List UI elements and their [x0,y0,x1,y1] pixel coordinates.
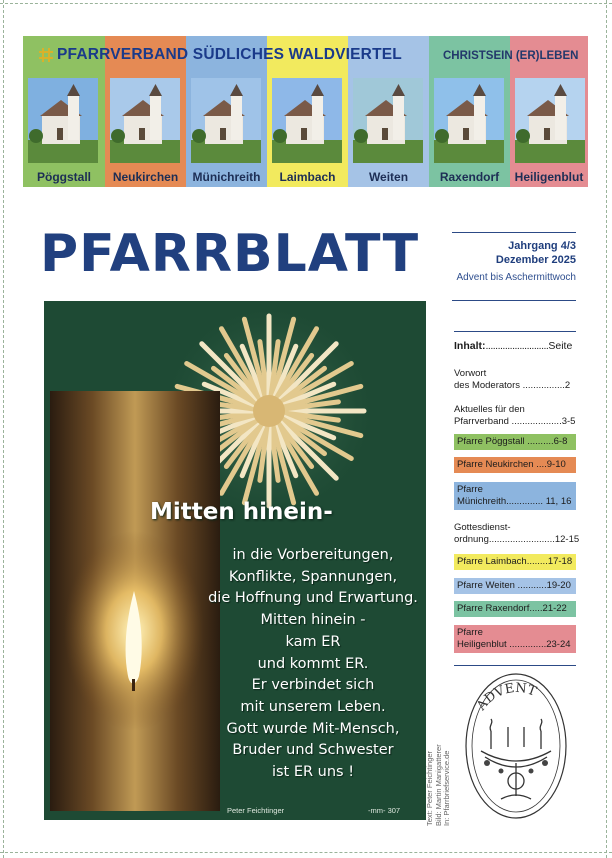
toc-entry-label: Pfarre Raxendorf.....21-22 [457,603,567,614]
parish-name: Heiligenblut [514,170,584,184]
toc-entry [454,457,576,473]
advent-emblem [461,671,571,821]
poem-line: in die Vorbereitungen, [232,547,394,563]
credit-line: Bild: Martin Manigatterer [433,744,443,826]
toc-entry-label: Pfarre Weiten ...........19-20 [457,580,571,591]
issue-period: Advent bis Aschermittwoch [456,272,576,283]
church-photo [28,78,98,163]
toc-entry-label: Heiligenblut ..............23-24 [457,639,571,650]
parish-header [23,36,588,187]
toc-entry-label: Aktuelles für den [454,404,525,415]
poem-line: Er verbindet sich [251,677,375,694]
toc-entry-label: Vorwort [454,368,487,379]
church-photo [110,78,180,163]
pfarrblatt-title: PFARRBLATT [40,224,420,284]
grid-logo-icon [39,48,53,62]
toc-heading: Inhalt:..........................Seite [454,340,573,352]
page-border-bottom [0,852,612,853]
toc-entry-label: Pfarre [457,484,483,495]
poem-line: ist ER uns ! [271,764,355,781]
church-photo [434,78,504,163]
toc-entry [454,366,576,394]
cover-poem [204,545,422,784]
toc-entry-label: Münichreith.............. 11, 16 [457,496,572,507]
poem-line: mit unserem Leben. [240,698,386,715]
parish-name: Raxendorf [439,170,500,184]
toc-entry-label: Pfarrverband ...................3-5 [454,416,576,427]
church-photo [272,78,342,163]
toc-entry [454,625,576,653]
poem-line: Bruder und Schwester [232,742,394,759]
toc-entry-label: ordnung.........................12-15 [454,534,580,545]
cover-code: -mm- 307 [368,806,401,815]
poem-line: und kommt ER. [257,655,369,672]
credit-line: Text: Peter Feichtinger [425,750,434,826]
toc-entry-label: des Moderators ................2 [454,380,571,391]
page-border-left [3,0,4,858]
page-border-top [0,3,612,4]
toc-entry [454,482,576,510]
toc-entry [454,578,576,594]
page-border-right [606,0,607,858]
parish-name: Neukirchen [112,170,179,184]
verband-title: PFARRVERBAND SÜDLICHES WALDVIERTEL [57,46,402,63]
poem-line: kam ER [285,633,341,650]
poem-line: Mitten hinein - [260,612,366,629]
toc-entry-label: Pfarre [457,627,483,638]
issue-date: Dezember 2025 [495,254,576,266]
toc-entry-label: Pfarre Laimbach........17-18 [457,556,573,567]
cover-author: Peter Feichtinger [227,806,285,815]
parish-name: Laimbach [279,170,336,184]
parish-name: Münichreith [192,170,261,184]
advent-emblem-text: ADVENT [474,680,539,714]
toc-entry-label: Gottesdienst- [454,522,511,533]
jahrgang: Jahrgang 4/3 [508,240,576,252]
church-photo [515,78,585,163]
verband-title-bar [23,36,423,74]
issue-info [452,232,576,304]
toc-entry [454,554,576,570]
toc-entry [454,402,576,430]
toc-entry [454,601,576,617]
church-photo [353,78,423,163]
poem-line: Konflikte, Spannungen, [228,568,398,585]
image-credit [426,744,452,826]
motto: CHRISTSEIN (ER)LEBEN [443,50,579,62]
toc-entry-label: Pfarre Neukirchen ....9-10 [457,459,566,470]
toc-entry [454,520,580,548]
poem-line: die Hoffnung und Erwartung. [208,590,418,607]
credit-line: In: Pfarrbriefservice.de [442,750,451,826]
parish-name: Pöggstall [36,170,91,184]
toc-entry [454,434,576,450]
divider [454,331,576,332]
poem-line: Gott wurde Mit-Mensch, [226,720,400,737]
divider [454,665,576,666]
cover-headline: Mitten hinein- [150,499,333,525]
parish-name: Weiten [368,170,409,184]
toc-entry-label: Pfarre Pöggstall ..........6-8 [457,436,568,447]
cover-image [44,301,426,820]
church-photo [191,78,261,163]
